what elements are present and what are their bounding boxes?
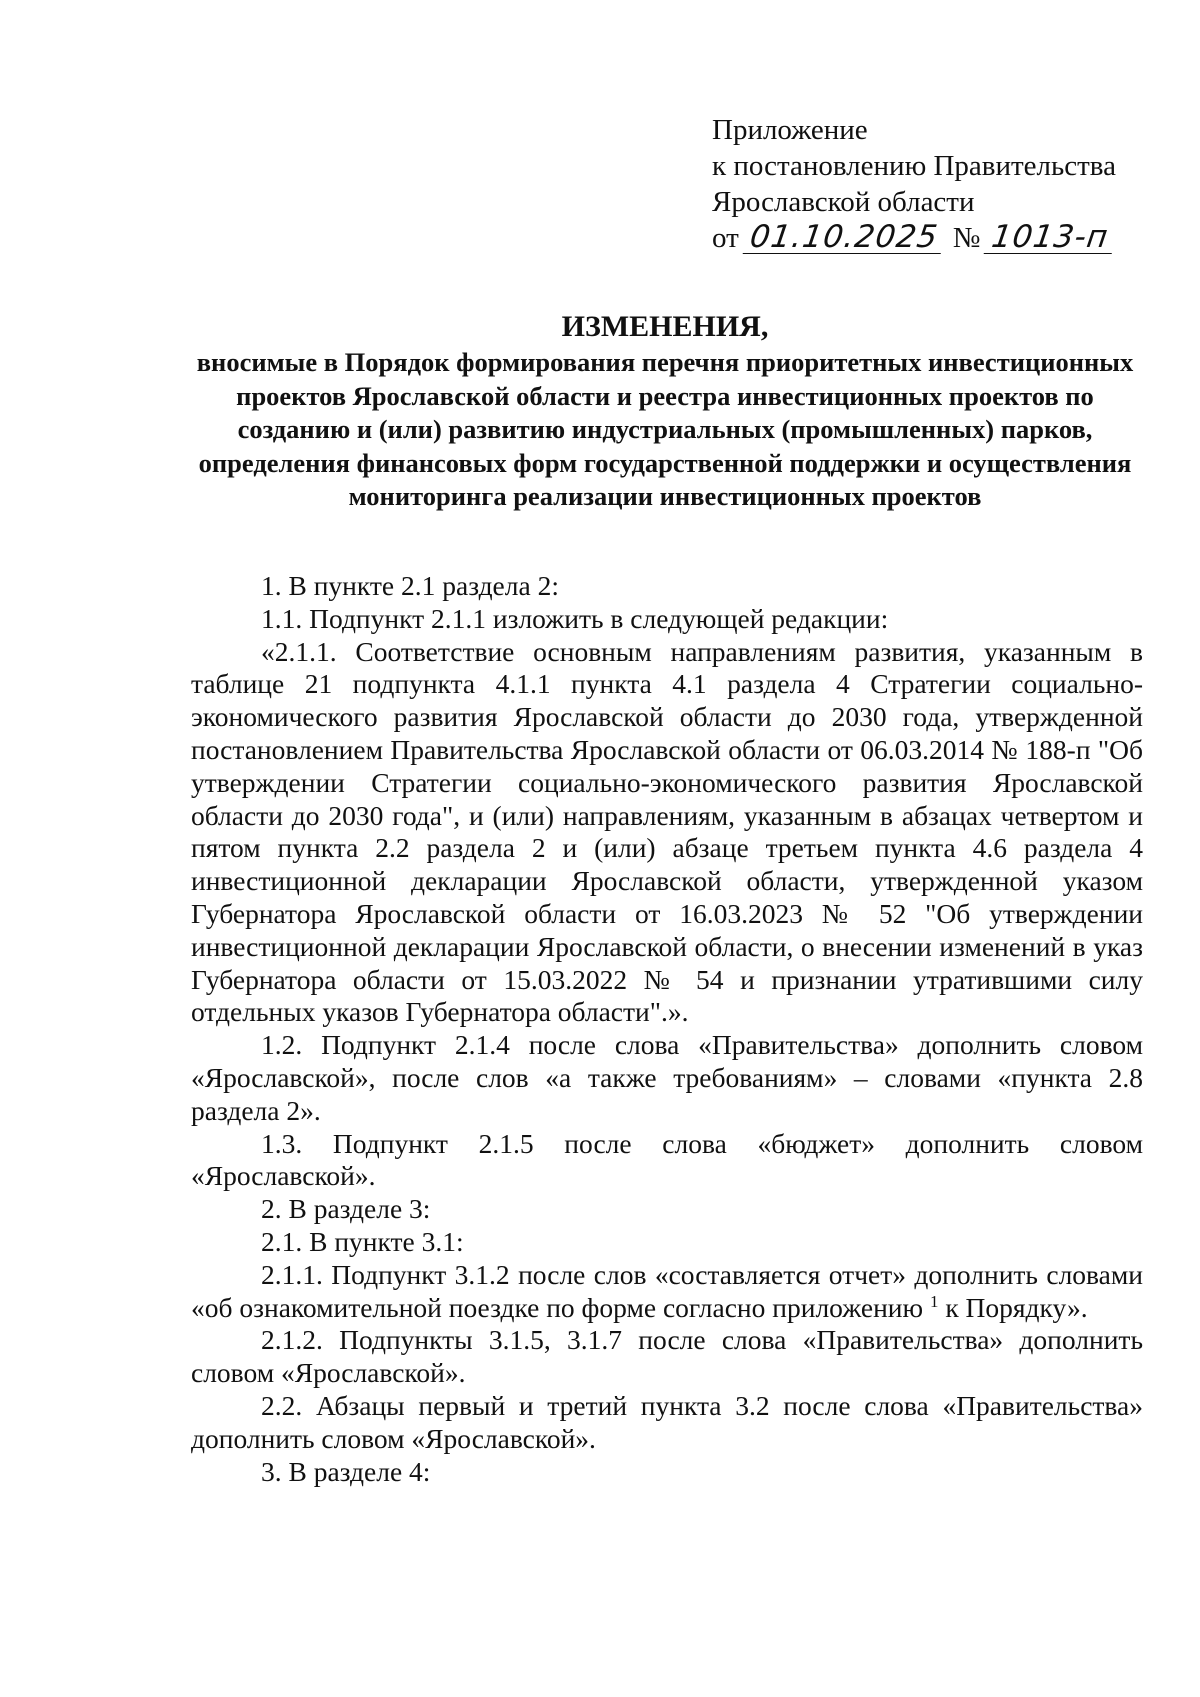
appendix-line-2: к постановлению Правительства (712, 150, 1116, 182)
appendix-line-1: Приложение (712, 114, 868, 146)
paragraph-2-1-1-before: 2.1.1. Подпункт 3.1.2 после слов «составляется отчет» дополнить словами «об ознакомительной поездке по форме согласно приложению (191, 1258, 1143, 1323)
number-label: № (952, 222, 981, 254)
appendix-header (712, 112, 1116, 256)
paragraph-2-1-2: 2.1.2. Подпункты 3.1.5, 3.1.7 после слова «Правительства» дополнить словом «Ярославской». (191, 1324, 1143, 1389)
document-title: ИЗМЕНЕНИЯ, (561, 310, 769, 343)
paragraph-3: 3. В разделе 4: (261, 1455, 431, 1487)
from-label: от (712, 222, 739, 254)
appendix-line-3: Ярославской области (712, 186, 975, 218)
document-subtitle: вносимые в Порядок формирования перечня приоритетных инвестиционных проектов Ярославской области и реестра инвестиционных проектов по созданию и (или) развитию индустриальных (промышленных) парков, определения финансовых форм государственной поддержки и осуществления мониторинга реализации инвестиционных проектов (196, 347, 1134, 511)
paragraph-2-2: 2.2. Абзацы первый и третий пункта 3.2 после слова «Правительства» дополнить словом «Ярославской». (191, 1389, 1143, 1454)
paragraph-1-1: 1.1. Подпункт 2.1.1 изложить в следующей редакции: (261, 602, 889, 634)
handwritten-number: 1013-п (984, 221, 1117, 254)
paragraph-2-1-1 (191, 1259, 1143, 1325)
document-body (191, 570, 1143, 1488)
paragraph-1: 1. В пункте 2.1 раздела 2: (261, 570, 559, 601)
superscript-mark: 1 (929, 1291, 939, 1311)
appendix-date-number-line (712, 220, 1116, 256)
paragraph-1-3: 1.3. Подпункт 2.1.5 после слова «бюджет» дополнить словом «Ярославской». (191, 1127, 1143, 1192)
paragraph-1-2: 1.2. Подпункт 2.1.4 после слова «Правительства» дополнить словом «Ярославской», после слов «а также требованиям» – словами «пункта 2.8 раздела 2». (191, 1029, 1143, 1126)
handwritten-date: 01.10.2025 (742, 221, 945, 254)
paragraph-2-1-1-quote: «2.1.1. Соответствие основным направлениям развития, указанным в таблице 21 подпункта 4.1.1 пункта 4.1 раздела 4 Стратегии социально-экономического развития Ярославской области до 2030 года, утвержденной постановлением Правительства Ярославской области от 06.03.2014 № 188-п "Об утверждении Стратегии социально-экономического развития Ярославской области до 2030 года", и (или) направлениям, указанным в абзацах четвертом и пятом пункта 2.2 раздела 2 и (или) абзаце третьем пункта 4.6 раздела 4 инвестиционной декларации Ярославской области, утвержденной указом Губернатора Ярославской области от 16.03.2023 № 52 "Об утверждении инвестиционной декларации Ярославской области, о внесении изменений в указ Губернатора области от 15.03.2022 № 54 и признании утратившими силу отдельных указов Губернатора области".». (191, 635, 1143, 1028)
document-title-block (190, 308, 1140, 514)
paragraph-2: 2. В разделе 3: (261, 1193, 431, 1225)
paragraph-2-1: 2.1. В пункте 3.1: (261, 1225, 464, 1257)
paragraph-2-1-1-after: к Порядку». (938, 1291, 1088, 1323)
